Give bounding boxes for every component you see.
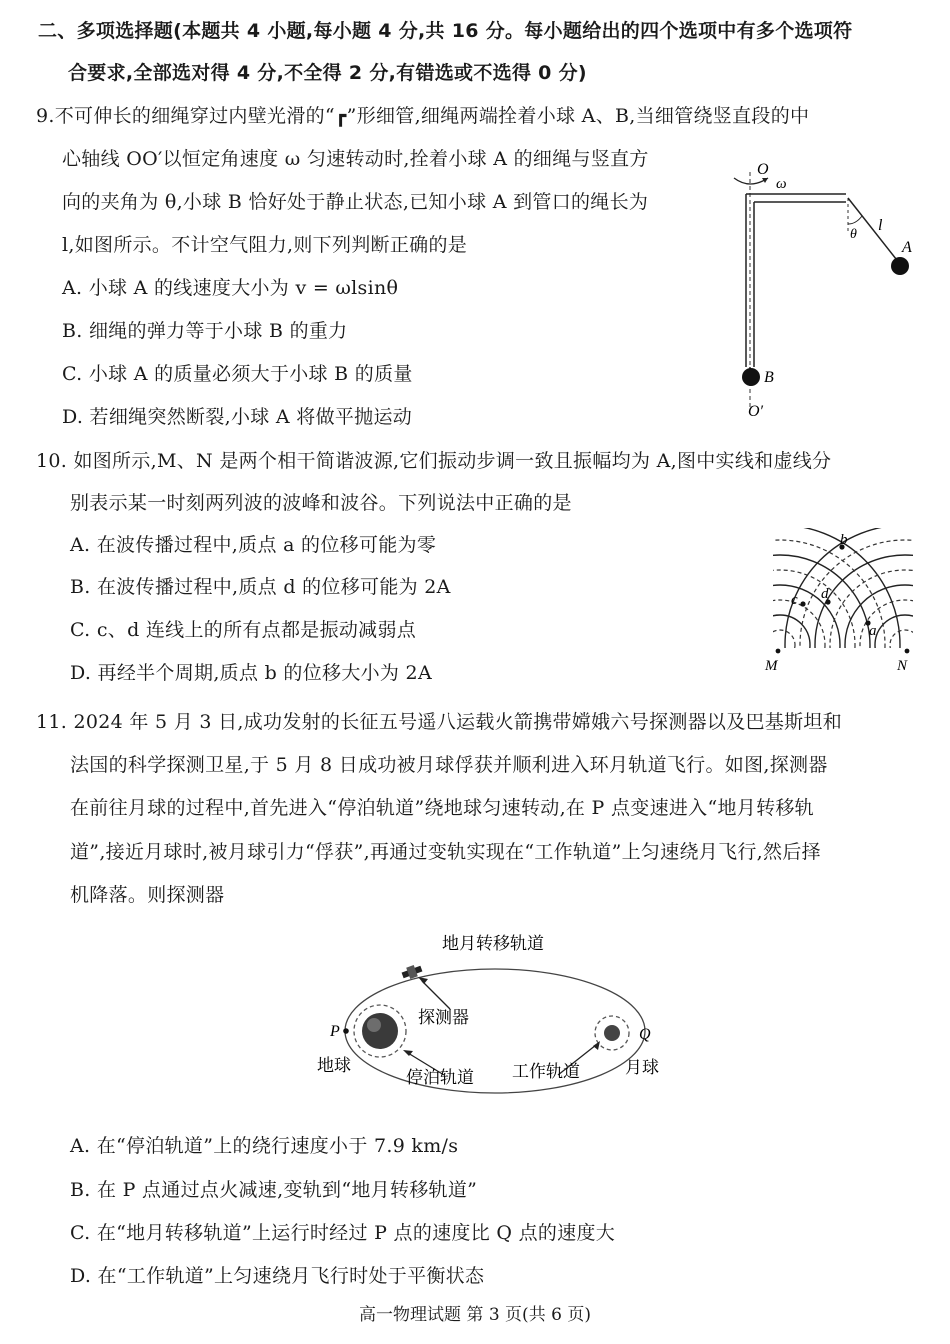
q11-stem-line-2: 法国的科学探测卫星,于 5 月 8 日成功被月球俘获并顺利进入环月轨道飞行。如图,探测器 bbox=[70, 754, 828, 776]
label-omega: ω bbox=[776, 176, 787, 192]
q9-stem-line-3: 向的夹角为 θ,小球 B 恰好处于静止状态,已知小球 A 到管口的绳长为 bbox=[62, 191, 649, 213]
q11-option-c: C. 在“地月转移轨道”上运行时经过 P 点的速度比 Q 点的速度大 bbox=[70, 1222, 616, 1244]
label-parking-orbit: 停泊轨道 bbox=[406, 1068, 474, 1087]
q10-option-b: B. 在波传播过程中,质点 d 的位移可能为 2A bbox=[70, 576, 451, 598]
q10-stem-line-2: 别表示某一时刻两列波的波峰和波谷。下列说法中正确的是 bbox=[70, 492, 572, 514]
q9-option-c: C. 小球 A 的质量必须大于小球 B 的质量 bbox=[62, 363, 413, 385]
label-working-orbit: 工作轨道 bbox=[512, 1062, 580, 1081]
ball-b bbox=[742, 368, 760, 386]
earth-globe bbox=[362, 1013, 398, 1049]
label-a: a bbox=[869, 623, 877, 639]
label-transfer-orbit: 地月转移轨道 bbox=[442, 934, 544, 953]
section-title-line-2: 合要求,全部选对得 4 分,不全得 2 分,有错选或不选得 0 分) bbox=[68, 62, 587, 84]
source-n bbox=[905, 649, 910, 654]
q10-option-d: D. 再经半个周期,质点 b 的位移大小为 2A bbox=[70, 662, 432, 684]
q11-stem-line-3: 在前往月球的过程中,首先进入“停泊轨道”绕地球匀速转动,在 P 点变速进入“地月转移轨 bbox=[70, 797, 814, 819]
label-probe: 探测器 bbox=[418, 1008, 469, 1027]
q10-figure-waves bbox=[755, 520, 920, 680]
label-a: A bbox=[902, 239, 912, 256]
moon-globe bbox=[604, 1025, 620, 1041]
q11-option-b: B. 在 P 点通过点火减速,变轨到“地月转移轨道” bbox=[70, 1179, 478, 1201]
q9-option-a: A. 小球 A 的线速度大小为 v = ωlsinθ bbox=[62, 277, 399, 299]
point-c bbox=[800, 601, 805, 606]
q9-stem-line-4: l,如图所示。不计空气阻力,则下列判断正确的是 bbox=[62, 234, 468, 256]
label-b: B bbox=[764, 369, 774, 386]
label-n: N bbox=[897, 658, 908, 674]
label-earth: 地球 bbox=[317, 1056, 351, 1075]
ball-a bbox=[891, 257, 909, 275]
q11-option-a: A. 在“停泊轨道”上的绕行速度小于 7.9 km/s bbox=[70, 1135, 459, 1157]
q11-stem-line-1: 11. 2024 年 5 月 3 日,成功发射的长征五号遥八运载火箭携带嫦娥六号探测器以及巴基斯坦和 bbox=[36, 711, 843, 733]
q9-stem-line-2: 心轴线 OO′以恒定角速度 ω 匀速转动时,拴着小球 A 的细绳与竖直方 bbox=[62, 148, 649, 170]
q11-stem-line-5: 机降落。则探测器 bbox=[70, 884, 225, 906]
source-m bbox=[776, 649, 781, 654]
label-q: Q bbox=[639, 1026, 651, 1043]
label-m: M bbox=[765, 658, 778, 674]
label-l: l bbox=[878, 217, 883, 234]
q10-option-c: C. c、d 连线上的所有点都是振动减弱点 bbox=[70, 619, 417, 641]
label-o: O bbox=[757, 161, 769, 178]
q9-stem-line-1: 9.不可伸长的细绳穿过内壁光滑的“┏”形细管,细绳两端拴着小球 A、B,当细管绕竖直段的中 bbox=[36, 105, 810, 127]
q11-option-d: D. 在“工作轨道”上匀速绕月飞行时处于平衡状态 bbox=[70, 1265, 485, 1287]
page-footer: 高一物理试题 第 3 页(共 6 页) bbox=[359, 1305, 591, 1325]
label-theta: θ bbox=[850, 227, 857, 242]
q9-figure-tube bbox=[720, 152, 920, 432]
section-title-line-1: 二、多项选择题(本题共 4 小题,每小题 4 分,共 16 分。每小题给出的四个选项中有多个选项符 bbox=[38, 20, 853, 42]
q11-stem-line-4: 道”,接近月球时,被月球引力“俘获”,再通过变轨实现在“工作轨道”上匀速绕月飞行,然后择 bbox=[70, 841, 821, 863]
label-o-prime: O′ bbox=[748, 403, 764, 420]
label-p: P bbox=[330, 1023, 340, 1040]
q11-figure-orbits bbox=[300, 925, 680, 1095]
q10-option-a: A. 在波传播过程中,质点 a 的位移可能为零 bbox=[70, 534, 437, 556]
q10-stem-line-1: 10. 如图所示,M、N 是两个相干简谐波源,它们振动步调一致且振幅均为 A,图中实线和虚线分 bbox=[36, 450, 832, 472]
q9-option-d: D. 若细绳突然断裂,小球 A 将做平抛运动 bbox=[62, 406, 413, 428]
label-c: c bbox=[791, 592, 798, 608]
q9-option-b: B. 细绳的弹力等于小球 B 的重力 bbox=[62, 320, 348, 342]
label-d: d bbox=[821, 586, 829, 602]
label-moon: 月球 bbox=[625, 1058, 659, 1077]
label-b: b bbox=[840, 532, 848, 548]
